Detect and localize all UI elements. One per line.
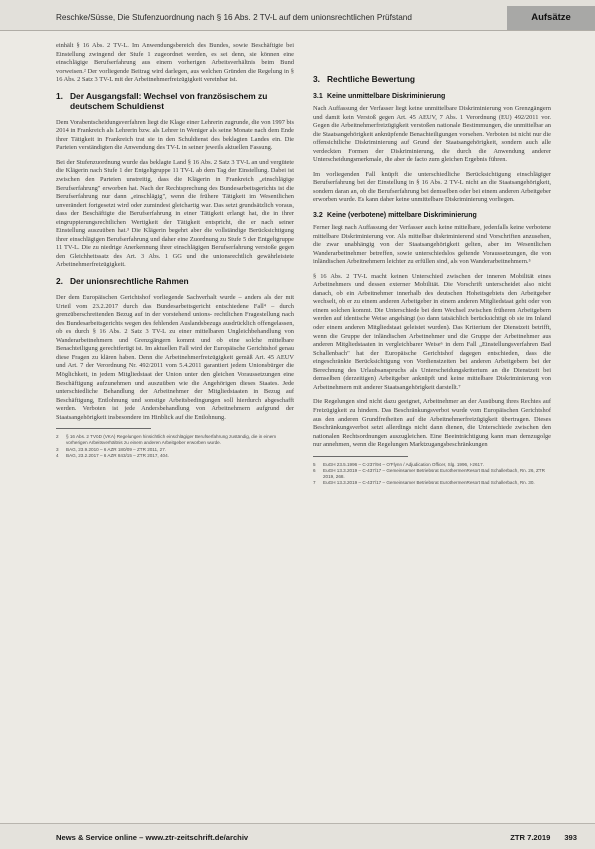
intro-paragraph: einhält § 16 Abs. 2 TV-L. Im Anwendungsbereich des Bundes, sowie Beschäftigte bei Einstellung zwingend der Stufe 1 zugeordnet werden, es sei denn, sie können eine einschlägige Berufserfahrung aus einem vorherigen Arbeitsverhältnis beim Bund vorweisen.² Der vorliegende Beitrag wird darlegen, aus welchen Gründen die Regelung in § 16 Abs. 2 Satz 3 TV-L mit der Arbeitnehmerfreizügigkeit vereinbar ist. (56, 42, 294, 84)
footnote (56, 434, 294, 446)
section-1-paragraph-2: Bei der Stufenzuordnung wurde das beklagte Land § 16 Abs. 2 Satz 3 TV-L an und vergütete die Klägerin nach Stufe 1 der Entgeltgruppe 11 TV-L ab dem Tag der Einstellung. Dabei ist zwischen den Parteien unstreitig, dass die Klägerin in Frankreich „einschlägige Berufserfahrung" erworben hat. Nach der Rechtsprechung des Bundesarbeitsgerichts ist die Berufserfahrung nur dann „einschlägig", wenn die frühere Tätigkeit im Wesentlichen unverändert fortgesetzt wird oder zumindest gleichartig war. Das setzt grundsätzlich voraus, dass der Beschäftigte die Berufserfahrung in einer Tätigkeit erlangt hat, die in ihrer eingruppierungsrechtlichen Wertigkeit der Tätigkeit entspricht, die er nach seiner Einstellung auszuüben hat.³ Die Klägerin begehrt aber die vollständige Berücksichtigung ihrer einschlägigen Berufserfahrung und daher eine Zuordnung zu Stufe 5 der Entgeltgruppe 11 TV-L. Die zu niedrige Anerkennung ihrer einschlägigen Berufserfahrung verstoße gegen den Gleichheitssatz des Art. 3 Abs. 1 GG und die unionsrechtlich gewährleistete Arbeitnehmerfreizügigkeit. (56, 158, 294, 269)
running-header (0, 0, 595, 31)
footnotes-right (313, 462, 551, 487)
subsection-3-2-paragraph-2: § 16 Abs. 2 TV-L macht keinen Unterschied zwischen der inneren Mobilität eines Arbeitnehmers und dessen externer Mobilität. Die Vorschrift unterscheidet also nicht danach, ob ein Arbeitnehmer innerhalb des deutschen Hoheitsgebiets den Arbeitgeber wechselt, ob er zu einem anderen Arbeitgeber in einem anderen Mitgliedstaat geht oder von einem solchen kommt. Die Unterschiede bei dem Wechsel zwischen früheren Arbeitgebern werden auf identische Weise angehängt (so dann tatsächlich berücksichtigt ob sie im Inland oder einem anderen Mitgliedstaat geleistet wurden). Das Kriterium der Dienstzeit betrifft, wenn die Gruppe der inländischen Arbeitnehmer und die Gruppe der Arbeitnehmer aus anderen Mitgliedstaaten in vergleichbarer Weise⁶ in dem Fall „Einstellungsverfahren Bad Schallenbach" hat der Europäische Gerichtshof dagegen entschieden, dass die eingeschränkte Berücksichtigung von Vordienstzeiten bei anderen Arbeitgebern bei der Berechnung des Urlaubsanspruchs als Unterscheidungskriterium an die Dienstzeit bei demselben (derzeitigen) Arbeitgeber anknüpft und keine mittelbare Diskriminierung von Arbeitnehmern mit anderer Staatsangehörigkeit darstellt.⁷ (313, 272, 551, 391)
page-footer (0, 823, 595, 849)
section-3-heading (313, 74, 551, 84)
footer-issue (510, 833, 577, 842)
section-3-number: 3. (313, 74, 320, 84)
subsection-3-1-title: Keine unmittelbare Diskriminierung (327, 93, 446, 100)
footnote-number: 4 (56, 452, 59, 458)
footnote-number: 6 (313, 467, 316, 473)
section-2-number: 2. (56, 276, 63, 287)
footnote-number: 5 (313, 461, 316, 467)
page-number: 393 (564, 833, 577, 842)
section-label: Aufsätze (507, 6, 595, 30)
footnote (56, 453, 294, 459)
footer-archive-link[interactable]: News & Service online – www.ztr-zeitschrift.de/archiv (56, 833, 249, 842)
section-1-number: 1. (56, 90, 63, 101)
footnote-divider (56, 428, 151, 429)
footnote-text: EuGH 13.3.2019 – C-437/17 – Gemeinsamer Betriebsrat EurothermenResort Bad Schallerbach, Rn. 26, ZTR 2019, 268. (323, 467, 545, 480)
section-2-title: Der unionsrechtliche Rahmen (70, 276, 189, 287)
section-3-title: Rechtliche Bewertung (327, 74, 415, 84)
running-title: Reschke/Süsse, Die Stufenzuordnung nach § 16 Abs. 2 TV-L auf dem unionsrechtlichen Prüfstand (56, 13, 412, 22)
subsection-3-1-paragraph-1: Nach Auffassung der Verfasser liegt keine unmittelbare Diskriminierung von Grenzgängern und damit kein Verstoß gegen Art. 45 AEUV, 7 Abs. 1 Verordnung (EU) 492/2011 vor. Gegen die Arbeitnehmerfreizügigkeit verstoßen nationale Bestimmungen, die unmittelbar an die Staatsangehörigkeit anknüpfende Benachteiligungen vorsehen. Verboten ist nicht nur die offensichtliche Diskriminierung auf Grund der Staatsangehörigkeit, sondern auch alle verdeckten Formen der Diskriminierung, die durch die Anwendung anderer Unterscheidungsmerkmale, die aber de facto zum gleichen Ergebnis führen. (313, 105, 551, 164)
footnote-text: BAG, 23.2.2017 – 6 AZR 843/15 – ZTR 2017, 404. (66, 452, 169, 458)
subsection-3-2-number: 3.2 (313, 212, 323, 220)
subsection-3-1-heading (313, 92, 551, 101)
section-1-heading (56, 91, 294, 111)
footnote-number: 7 (313, 480, 316, 486)
section-2-heading (56, 276, 294, 286)
footnote-divider (313, 456, 408, 457)
right-column (313, 42, 551, 487)
subsection-3-1-number: 3.1 (313, 93, 323, 100)
section-1-paragraph-1: Dem Vorabentscheidungsverfahren liegt die Klage einer Lehrerin zugrunde, die von 1997 bis 2014 in Frankreich als Lehrerin bzw. als Lehrer in Weniger als seine Monate nach dem Ende ihrer Tätigkeit in Frankreich trat sie in den Schuldienst des beklagten Landes ein. Die Parteien verständigten die Anwendung des TV-L in seiner jeweils aktuellen Fassung. (56, 118, 294, 152)
footnote (313, 480, 551, 486)
footnote-text: EuGH 13.3.2019 – C-437/17 – Gemeinsamer Betriebsrat EurothermenResort Bad Schallerbach, Rn. 30. (323, 480, 535, 486)
section-1-title: Der Ausgangsfall: Wechsel von französischem zu deutschem Schuldienst (70, 90, 268, 111)
subsection-3-2-paragraph-1: Ferner liegt nach Auffassung der Verfasser auch keine mittelbare, jedenfalls keine verbotene mittelbare Diskriminierung vor. Als mittelbar diskriminierend sind Vorschriften anzusehen, die zwar unabhängig von der Staatsangehörigkeit gelten, aber im Wesentlichen Wanderarbeitnehmer betreffen, sowie unterschiedslos geltende Voraussetzungen, die von inländischen Arbeitnehmern leichter zu erfüllen sind, als von Wanderarbeitnehmern.⁵ (313, 224, 551, 266)
section-2-paragraph-1: Der dem Europäischen Gerichtshof vorliegende Sachverhalt wurde – anders als der mit Urteil vom 23.2.2017 durch das Bundesarbeitsgericht entschiedene Fall⁴ – durch grenzüberschreitenden Bezug auf in der vorstehend unions- rechtlichen Fragestellung nach des Bundesarbeitsgerichts wegen des fehlenden Auslandsbezugs ausdrücklich offengelassen, ob es durch § 16 Abs. 2 Satz 3 TV-L zu einer mittelbaren Ungleichbehandlung von Wanderarbeitnehmern und Grenzgängern kommt und ob eine solche mittelbare Benachteiligung gerechtfertigt ist. Im aktuellen Fall wird der Europäische Gerichtshof genau diese Fragen zu klären haben. Denn die Arbeitnehmerfreizügigkeit gemäß Art. 45 AEUV und Art. 7 der Verordnung Nr. 492/2011 vom 5.4.2011 garantiert jedem Unionsbürger die Möglichkeit, in jedem Mitgliedstaat der Union unter den gleichen Voraussetzungen eine Beschäftigung aufzunehmen und auszuüben wie die Angehörigen dieses Staates. Jede unterschiedliche Behandlung der Arbeitnehmer der Mitgliedstaaten in Bezug auf Beschäftigung, Entlohnung und sonstige Arbeitsbedingungen soll hierdurch abgeschafft werden. Verboten ist jede Andersbehandlung von Arbeitnehmern aufgrund der Staatsangehörigkeit insbesondere im Hinblick auf die Entlohnung. (56, 294, 294, 421)
subsection-3-2-title: Keine (verbotene) mittelbare Diskriminierung (327, 212, 477, 220)
subsection-3-2-paragraph-3: Die Regelungen sind nicht dazu geeignet, Arbeitnehmer an der Ausübung ihres Rechtes auf Freizügigkeit zu hindern. Das Beschränkungsverbot wurde vom Europäischen Gerichtshof aus den anderen Grundfreiheiten auf die Arbeitnehmerfreizügigkeit übertragen. Dieses Beschränkungsverbot setzt allerdings nicht dann dienen, die Unterschiede zwischen den nationalen Rechtsordnungen auszugleichen. Eine Beeinträchtigung kann man demzugolge nur annehmen, wenn die Regelungen Marktzugangsbeschränkungen (313, 398, 551, 449)
footnote-number: 3 (56, 446, 59, 452)
footnote-text: § 16 Abs. 2 TVöD (VKA) Regelungen hinsichtlich einschlägiger Berufserfahrung zuständig, die in einem vorherigen Arbeitsverhältnis zu einem anderen Arbeitgeber erworben wurde. (66, 434, 277, 446)
footnote-text: BAG, 23.9.2010 – 6 AZR 180/09 – ZTR 2011, 27. (66, 446, 167, 452)
footnote (313, 468, 551, 480)
footnotes-left (56, 434, 294, 459)
journal-issue: ZTR 7.2019 (510, 833, 551, 842)
footnote-text: EuGH 23.5.1996 – C-237/94 – O'Flynn / Adjudication Officer, Slg. 1996, I-2617. (323, 461, 484, 467)
left-column (56, 42, 294, 459)
footnote-number: 2 (56, 434, 59, 440)
subsection-3-1-paragraph-2: Im vorliegenden Fall knüpft die unterschiedliche Berücksichtigung einschlägiger Berufserfahrung bei der Einstellung in § 16 Abs. 2 TV-L nicht an die Staatsangehörigkeit, sondern daran an, ob die Berufserfahrung bei demselben oder bei einem anderen Arbeitgeber erworben wurde. Es kann daher keine unmittelbare Diskriminierung vorliegen. (313, 170, 551, 204)
subsection-3-2-heading (313, 211, 551, 220)
